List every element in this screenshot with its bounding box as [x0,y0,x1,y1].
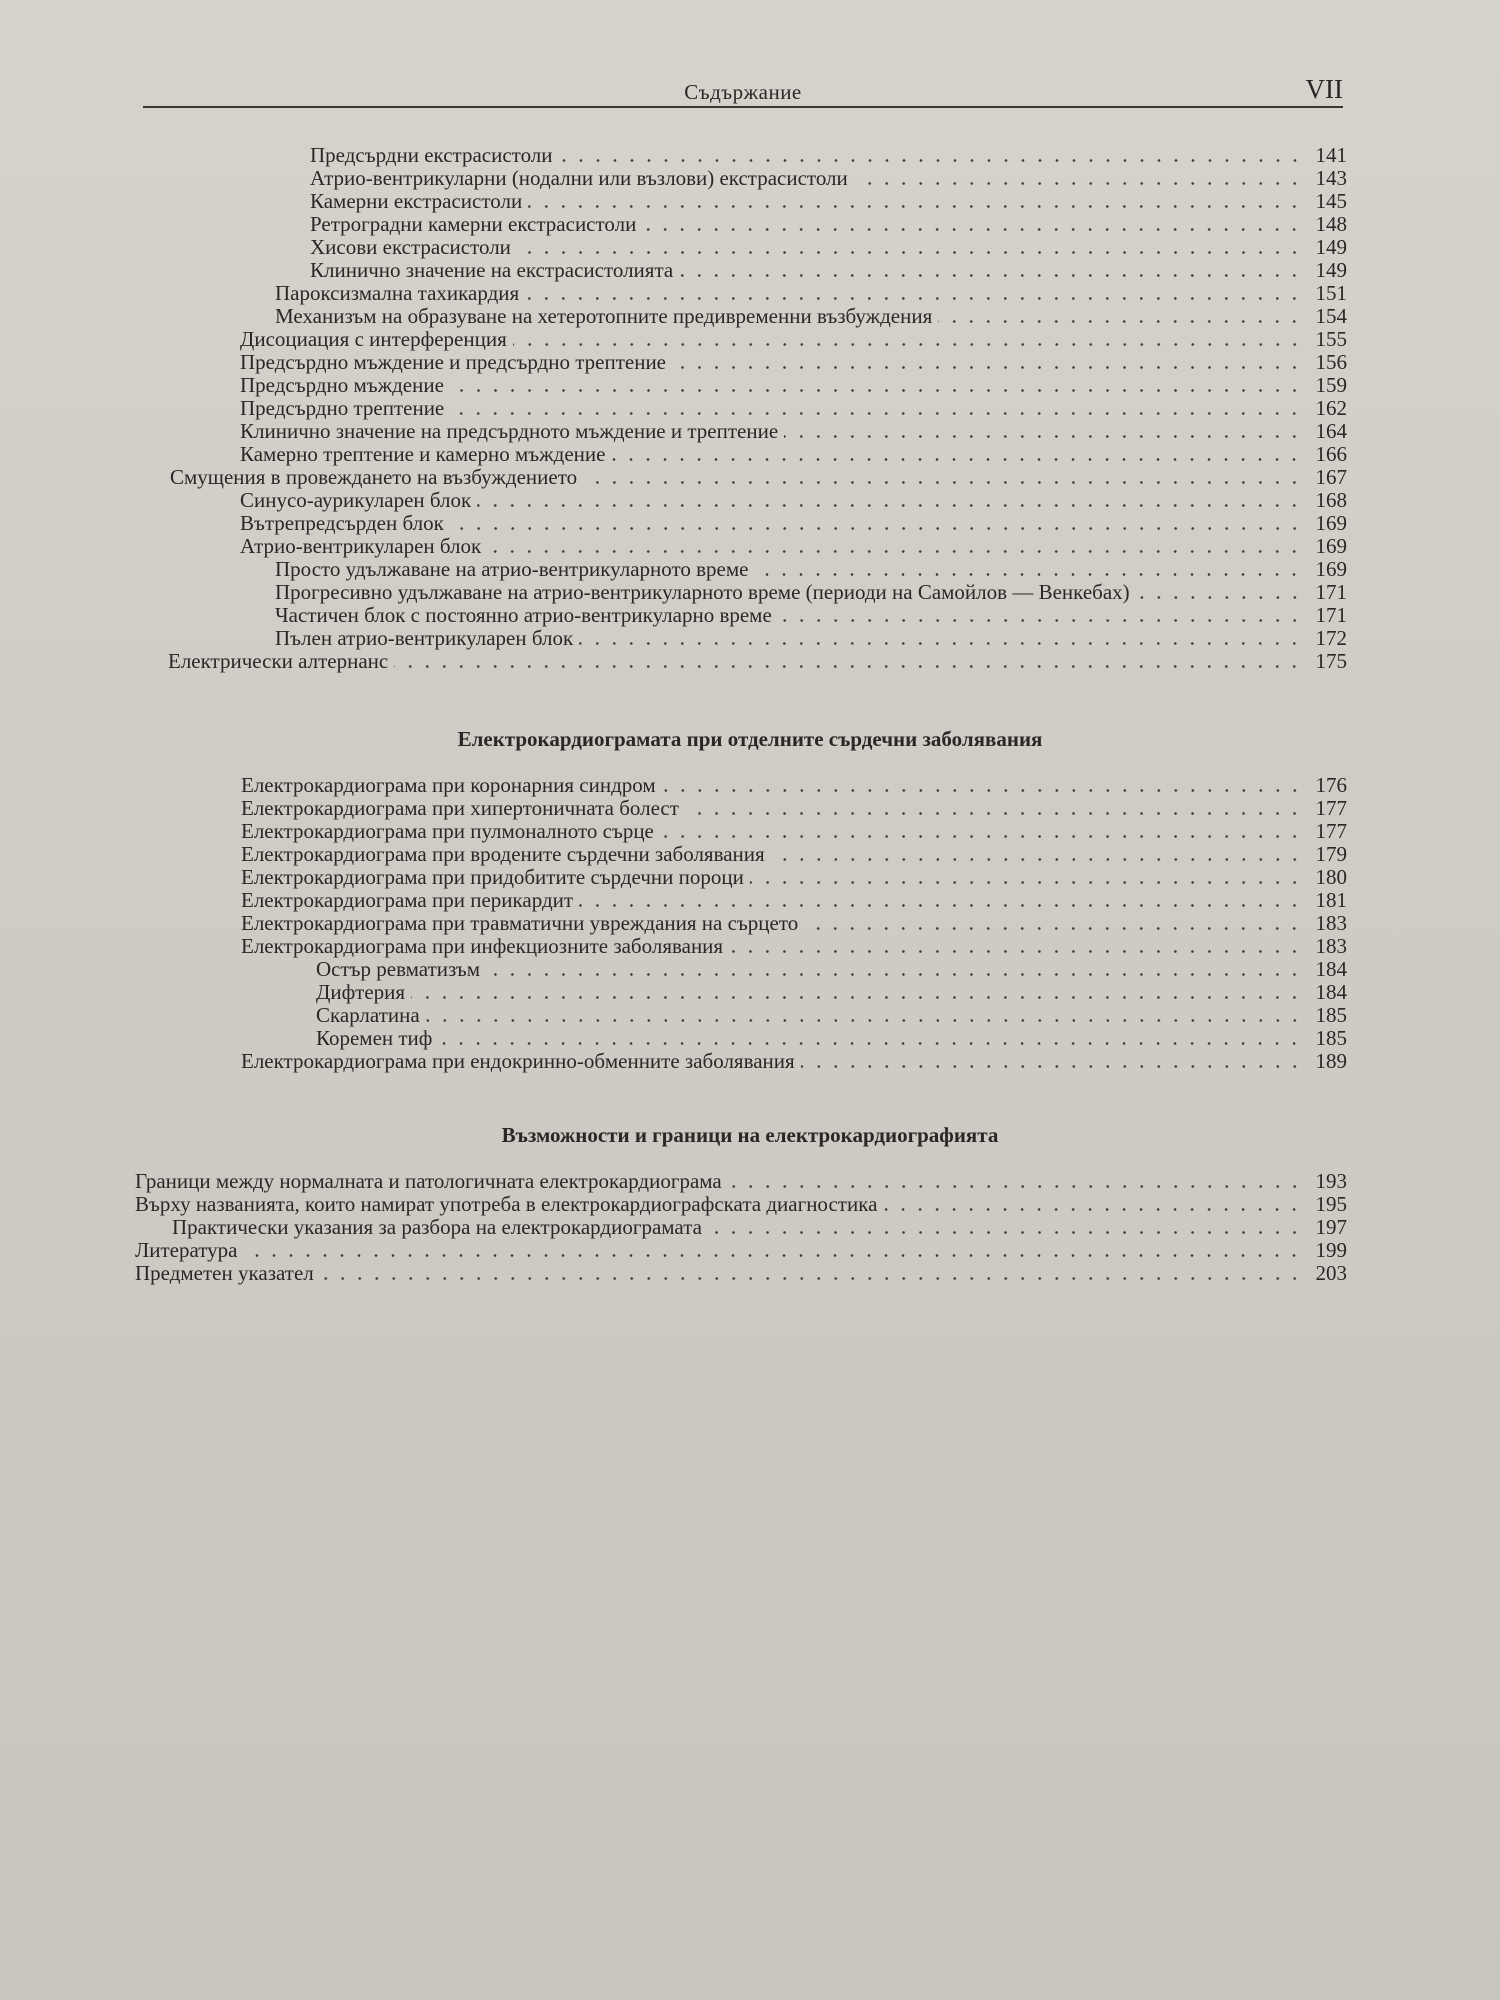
toc-entry [316,980,1347,1004]
toc-entry-page: 176 [1315,773,1347,797]
toc-entry-title: Остър ревматизъм [316,957,481,981]
toc-entry-page: 183 [1315,911,1347,935]
dot-leader [728,1185,1303,1188]
dot-leader [477,504,1303,507]
section-heading: Възможности и граници на електрокардиографията [501,1123,999,1147]
toc-entry-title: Атрио-вентрикуларни (нодални или възлови) екстрасистоли [310,166,848,190]
toc-entry-page: 143 [1315,166,1347,190]
dot-leader [583,481,1303,484]
dot-leader [579,642,1303,645]
toc-entry [240,419,1347,443]
toc-entry [240,373,1347,397]
page-header [143,70,1343,110]
toc-entry [275,580,1347,604]
header-rule [143,106,1343,108]
toc-entry [241,911,1347,935]
toc-entry-page: 149 [1315,258,1347,282]
dot-leader [320,1277,1303,1280]
dot-leader [528,205,1303,208]
dot-leader [611,458,1303,461]
toc-entry-page: 177 [1315,796,1347,820]
toc-entry [275,603,1347,627]
toc-entry [241,819,1347,843]
toc-entry-page: 149 [1315,235,1347,259]
toc-entry [310,258,1347,282]
toc-entry-page: 195 [1315,1192,1347,1216]
toc-entry [241,888,1347,912]
dot-leader [1136,596,1303,599]
dot-leader [525,297,1303,300]
toc-entry-page: 148 [1315,212,1347,236]
dot-leader [685,812,1303,815]
toc-entry-title: Дисоциация с интерференция [240,327,507,351]
toc-entry-page: 185 [1315,1026,1347,1050]
toc-entry-page: 168 [1315,488,1347,512]
toc-entry-page: 184 [1315,957,1347,981]
toc-entry-title: Електрокардиограма при хипертоничната болест [241,796,679,820]
toc-entry-title: Практически указания за разбора на електрокардиограмата [172,1215,702,1239]
toc-entry-title: Върху названията, които намират употреба в електрокардиографската диагностика [135,1192,878,1216]
toc-entry [275,626,1347,650]
dot-leader [672,366,1303,369]
toc-entry-page: 151 [1315,281,1347,305]
toc-entry [316,957,1347,981]
toc-entry [240,488,1347,512]
dot-leader [394,665,1303,668]
dot-leader [729,950,1303,953]
toc-entry-title: Механизъм на образуване на хетеротопните предивременни възбуждения [275,304,933,328]
toc-entry-title: Камерни екстрасистоли [310,189,523,213]
toc-entry [135,1192,1347,1216]
dot-leader [517,251,1303,254]
toc-entry [172,1215,1347,1239]
toc-entry-title: Ретроградни камерни екстрасистоли [310,212,637,236]
toc-entry [316,1026,1347,1050]
toc-entry [240,511,1347,535]
dot-leader [642,228,1303,231]
toc-entry [241,796,1347,820]
toc-entry [241,1049,1347,1073]
toc-entry-title: Предсърдни екстрасистоли [310,143,553,167]
toc-entry-title: Електрокардиограма при инфекциозните заболявания [241,934,724,958]
toc-entry [240,442,1347,466]
toc-entry-title: Електрокардиограма при коронарния синдром [241,773,656,797]
toc-entry-title: Атрио-вентрикуларен блок [240,534,482,558]
toc-entry-page: 167 [1315,465,1347,489]
toc-entry [135,1261,1347,1285]
toc-entry-title: Коремен тиф [316,1026,433,1050]
dot-leader [426,1019,1303,1022]
dot-leader [679,274,1303,277]
toc-entry-page: 184 [1315,980,1347,1004]
dot-leader [450,412,1303,415]
toc-entry-page: 166 [1315,442,1347,466]
toc-entry [135,1238,1347,1262]
toc-entry [275,304,1347,328]
toc-entry-page: 159 [1315,373,1347,397]
toc-entry-title: Предсърдно трептение [240,396,445,420]
section-heading: Електрокардиограмата при отделните сърдечни заболявания [457,727,1043,751]
dot-leader [778,619,1303,622]
dot-leader [579,904,1303,907]
dot-leader [784,435,1303,438]
dot-leader [450,389,1303,392]
toc-entry-title: Смущения в провеждането на възбуждението [170,465,578,489]
dot-leader [804,927,1303,930]
toc-entry [316,1003,1347,1027]
toc-entry [240,350,1347,374]
toc-entry-title: Камерно трептение и камерно мъждение [240,442,606,466]
toc-entry-page: 171 [1315,580,1347,604]
toc-entry-title: Граници между нормалната и патологичната електрокардиограма [135,1169,722,1193]
toc-entry-page: 203 [1315,1261,1347,1285]
toc-entry-title: Скарлатина [316,1003,420,1027]
toc-entry [310,143,1347,167]
toc-entry [240,534,1347,558]
toc-entry [240,396,1347,420]
toc-entry-page: 175 [1315,649,1347,673]
toc-entry-page: 145 [1315,189,1347,213]
dot-leader [662,789,1303,792]
toc-entry-page: 185 [1315,1003,1347,1027]
toc-entry-title: Клинично значение на екстрасистолията [310,258,674,282]
toc-entry-page: 172 [1315,626,1347,650]
toc-entry [310,166,1347,190]
dot-leader [660,835,1303,838]
dot-leader [883,1208,1303,1211]
toc-entry [275,281,1347,305]
toc-entry-title: Електрокардиограма при вродените сърдечни заболявания [241,842,765,866]
toc-entry-title: Пароксизмална тахикардия [275,281,520,305]
dot-leader [559,159,1303,162]
toc-entry-title: Предсърдно мъждение и предсърдно трептение [240,350,666,374]
toc-entry-title: Електрокардиограма при ендокринно-обменните заболявания [241,1049,795,1073]
toc-entry-title: Дифтерия [316,980,406,1004]
toc-entry-page: 141 [1315,143,1347,167]
toc-entry-title: Електрокардиограма при придобитите сърдечни пороци [241,865,744,889]
toc-entry-title: Електрически алтернанс [168,649,389,673]
toc-entry-page: 183 [1315,934,1347,958]
dot-leader [854,182,1303,185]
toc-entry-title: Предметен указател [135,1261,314,1285]
toc-entry-page: 177 [1315,819,1347,843]
toc-entry-page: 199 [1315,1238,1347,1262]
toc-entry [170,465,1347,489]
toc-entry-title: Електрокардиограма при травматични увреждания на сърцето [241,911,799,935]
toc-entry-title: Частичен блок с постоянно атрио-вентрикуларно време [275,603,772,627]
toc-entry [241,934,1347,958]
toc-entry-page: 180 [1315,865,1347,889]
toc-entry [310,235,1347,259]
toc-entry-page: 181 [1315,888,1347,912]
toc-entry [241,773,1347,797]
toc-entry-page: 154 [1315,304,1347,328]
toc-entry-page: 164 [1315,419,1347,443]
dot-leader [754,573,1303,576]
toc-entry-page: 171 [1315,603,1347,627]
dot-leader [771,858,1303,861]
dot-leader [708,1231,1303,1234]
toc-entry [168,649,1347,673]
dot-leader [243,1254,1303,1257]
page-number: VII [1305,74,1343,104]
toc-entry-page: 189 [1315,1049,1347,1073]
toc-entry [241,865,1347,889]
dot-leader [486,973,1303,976]
toc-entry-title: Електрокардиограма при перикардит [241,888,574,912]
toc-entry-page: 169 [1315,511,1347,535]
dot-leader [750,881,1303,884]
toc-entry-title: Прогресивно удължаване на атрио-вентрикуларното време (периоди на Самойлов — Венкебах) [275,580,1130,604]
toc-entry-title: Литература [135,1238,238,1262]
toc-entry-page: 193 [1315,1169,1347,1193]
toc-entry-title: Хисови екстрасистоли [310,235,511,259]
toc-entry-page: 169 [1315,557,1347,581]
dot-leader [801,1065,1303,1068]
toc-entry-title: Предсърдно мъждение [240,373,444,397]
running-title: Съдържание [684,80,802,104]
toc-entry-page: 179 [1315,842,1347,866]
toc-entry-page: 162 [1315,396,1347,420]
toc-entry-page: 169 [1315,534,1347,558]
dot-leader [411,996,1303,999]
dot-leader [513,343,1303,346]
toc-entry-page: 156 [1315,350,1347,374]
toc-entry [240,327,1347,351]
toc-entry-title: Просто удължаване на атрио-вентрикуларното време [275,557,749,581]
toc-entry-page: 197 [1315,1215,1347,1239]
dot-leader [450,527,1303,530]
dot-leader [938,320,1303,323]
toc-entry [275,557,1347,581]
toc-entry-title: Синусо-аурикуларен блок [240,488,472,512]
toc-entry [241,842,1347,866]
toc-entry [310,212,1347,236]
dot-leader [438,1042,1303,1045]
toc-entry-title: Вътрепредсърден блок [240,511,444,535]
toc-entry-page: 155 [1315,327,1347,351]
toc-entry [135,1169,1347,1193]
toc-entry-title: Клинично значение на предсърдното мъждение и трептение [240,419,779,443]
toc-entry [310,189,1347,213]
dot-leader [487,550,1303,553]
toc-entry-title: Пълен атрио-вентрикуларен блок [275,626,574,650]
toc-entry-title: Електрокардиограма при пулмоналното сърце [241,819,654,843]
